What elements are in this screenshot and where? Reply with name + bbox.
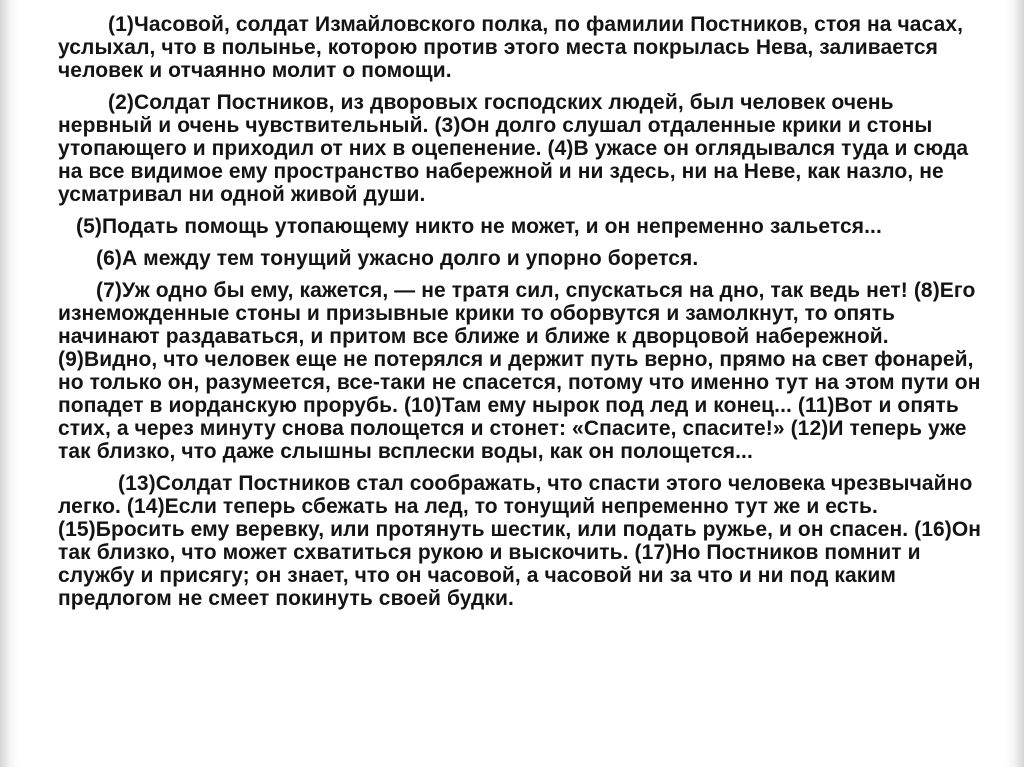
paragraph-5: (7)Уж одно бы ему, кажется, — не тратя сил, спускаться на дно, так ведь нет! (8)Его изнеможденные стоны и призывные крики то оборвутся и замолкнут, то опять начинают раздаваться, и притом все ближе и ближе к дворцовой набережной. (9)Видно, что человек еще не потерялся и держит путь верно, прямо на свет фонарей, но только он, разумеется, все-таки не спасется, потому что именно тут на этом пути он попадет в иорданскую прорубь. (10)Там ему нырок под лед и конец... (11)Вот и опять стих, а через минуту снова полощется и стонет: «Спасите, спасите!» (12)И теперь уже так близко, что даже слышны всплески воды, как он полощется... (58, 279, 981, 463)
paragraph-1: (1)Часовой, солдат Измайловского полка, по фамилии Постников, стоя на часах, услыхал, что в полынье, которою против этого места покрылась Нева, заливается человек и отчаянно молит о помощи. (58, 13, 964, 82)
text-body (58, 13, 988, 619)
slide-right-edge-shadow (1006, 0, 1024, 767)
paragraph-3: (5)Подать помощь утопающему никто не может, и он непременно зальется... (76, 215, 882, 238)
paragraph-6: (13)Солдат Постников стал соображать, что спасти этого человека чрезвычайно легко. (14)Если теперь сбежать на лед, то тонущий непременно тут же и есть. (15)Бросить ему веревку, или протянуть шестик, или подать ружье, и он спасен. (16)Он так близко, что может схватиться рукою и выскочить. (17)Но Постников помнит и службу и присягу; он знает, что он часовой, а часовой ни за что и ни под каким предлогом не смеет покинуть своей будки. (58, 472, 982, 610)
paragraph-2: (2)Солдат Постников, из дворовых господских людей, был человек очень нервный и очень чувствительный. (3)Он долго слушал отдаленные крики и стоны утопающего и приходил от них в оцепенение. (4)В ужасе он оглядывался туда и сюда на все видимое ему пространство набережной и ни здесь, ни на Неве, как назло, не усматривал ни одной живой души. (58, 91, 969, 206)
paragraph-4: (6)А между тем тонущий ужасно долго и упорно борется. (96, 247, 699, 270)
slide-left-edge-shadow (0, 0, 18, 767)
